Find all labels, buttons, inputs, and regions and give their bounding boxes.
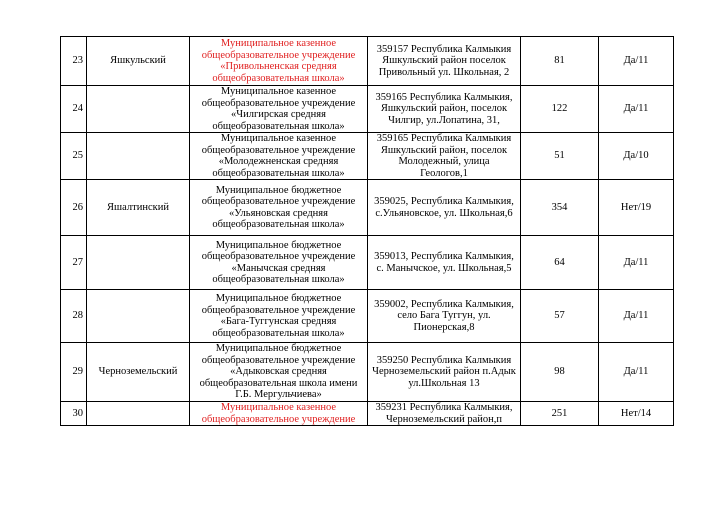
school-name-line: Муниципальное бюджетное — [215, 343, 342, 355]
school-name-line: Муниципальное казенное — [220, 133, 337, 144]
address-cell — [368, 343, 521, 402]
address-line: Молодежный, улица — [398, 156, 490, 167]
status-cell: Да/11 — [599, 86, 674, 133]
address-line: 359231 Республика Калмыкия, — [375, 402, 513, 413]
table-row — [61, 236, 674, 290]
school-name-cell — [190, 343, 368, 402]
school-name-line: общеобразовательная школа» — [212, 274, 345, 285]
address-cell — [368, 37, 521, 86]
row-number-cell: 30 — [61, 402, 87, 426]
status-cell: Нет/14 — [599, 402, 674, 426]
address-line: Геологов,1 — [420, 167, 468, 179]
school-name-line: общеобразовательная школа имени — [199, 377, 358, 389]
school-name-cell — [190, 402, 368, 426]
school-name-line: Муниципальное казенное — [220, 86, 337, 97]
school-name-line: «Молодежненская средняя — [218, 156, 339, 167]
address-line: село Бага Туггун, ул. — [397, 310, 491, 322]
school-name-cell — [190, 133, 368, 180]
student-count-cell: 354 — [521, 180, 599, 236]
school-name-line: «Адыковская средняя — [230, 366, 327, 378]
address-line: Черноземельский район,п — [385, 413, 502, 425]
address-line: 359025, Республика Калмыкия, — [374, 196, 514, 207]
status-cell: Нет/19 — [599, 180, 674, 236]
address-line: Пионерская,8 — [413, 321, 475, 333]
address-line: с. Манычское, ул. Школьная,5 — [376, 262, 512, 274]
row-number-cell: 27 — [61, 236, 87, 290]
address-cell — [368, 133, 521, 180]
address-line: Привольный ул. Школьная, 2 — [378, 66, 510, 78]
student-count-cell: 122 — [521, 86, 599, 133]
school-name-line: общеобразовательное учреждение — [201, 354, 356, 366]
school-name-cell — [190, 180, 368, 236]
school-name-cell — [190, 86, 368, 133]
student-count-cell: 57 — [521, 290, 599, 343]
address-line: 359013, Республика Калмыкия, — [374, 251, 514, 262]
address-line: ул.Школьная 13 — [408, 377, 480, 389]
address-line: Яшкульский район, поселок — [380, 144, 508, 156]
address-line: 359165 Республика Калмыкия — [376, 133, 512, 144]
school-name-line: общеобразовательное учреждение — [201, 304, 356, 316]
address-line: Яшкульский район, поселок — [380, 103, 508, 115]
district-cell: Яшалтинский — [87, 180, 190, 236]
school-name-line: Муниципальное бюджетное — [215, 239, 342, 251]
row-number-cell: 29 — [61, 343, 87, 402]
status-cell: Да/11 — [599, 343, 674, 402]
address-line: 359250 Республика Калмыкия — [376, 354, 512, 366]
student-count-cell: 64 — [521, 236, 599, 290]
student-count-cell: 251 — [521, 402, 599, 426]
school-name-line: «Ульяновская средняя — [229, 207, 328, 219]
school-name-line: общеобразовательное учреждение — [201, 196, 356, 207]
status-cell: Да/10 — [599, 133, 674, 180]
school-name-line: общеобразовательное учреждение — [201, 144, 356, 156]
status-cell: Да/11 — [599, 236, 674, 290]
student-count-cell: 98 — [521, 343, 599, 402]
table-row — [61, 290, 674, 343]
status-cell: Да/11 — [599, 37, 674, 86]
school-name-line: Муниципальное бюджетное — [215, 293, 342, 304]
address-line: Яшкульский район поселок — [382, 55, 506, 67]
address-cell — [368, 180, 521, 236]
district-cell: Черноземельский — [87, 343, 190, 402]
table-body — [61, 37, 674, 426]
address-line: с.Ульяновское, ул. Школьная,6 — [375, 207, 513, 219]
table-row — [61, 343, 674, 402]
school-name-line: общеобразовательная школа» — [212, 72, 345, 84]
schools-table — [60, 36, 674, 426]
school-name-line: Муниципальное казенное — [220, 402, 337, 413]
school-name-line: общеобразовательное учреждение — [201, 97, 356, 109]
school-name-line: общеобразовательное учреждение — [201, 49, 356, 61]
school-name-line: общеобразовательная школа» — [212, 167, 345, 179]
row-number-cell: 26 — [61, 180, 87, 236]
district-cell — [87, 290, 190, 343]
school-name-line: «Манычская средняя — [231, 262, 326, 274]
school-name-line: общеобразовательная школа» — [212, 219, 345, 230]
row-number-cell: 23 — [61, 37, 87, 86]
school-name-cell — [190, 236, 368, 290]
school-name-line: Г.Б. Мергульчиева» — [235, 389, 322, 401]
school-name-line: «Привольненская средняя — [220, 61, 337, 72]
school-name-line: общеобразовательная школа» — [212, 327, 345, 339]
table-row — [61, 180, 674, 236]
school-name-cell — [190, 37, 368, 86]
table-row — [61, 86, 674, 133]
school-name-line: «Бага-Туггунская средняя — [220, 316, 337, 327]
address-line: 359157 Республика Калмыкия — [376, 43, 512, 55]
district-cell — [87, 86, 190, 133]
district-cell — [87, 133, 190, 180]
address-line: 359002, Республика Калмыкия, — [374, 298, 514, 310]
row-number-cell: 24 — [61, 86, 87, 133]
district-cell: Яшкульский — [87, 37, 190, 86]
address-line: Чилгир, ул.Лопатина, 31, — [388, 114, 500, 126]
school-name-line: общеобразовательное учреждение — [201, 251, 356, 262]
district-cell — [87, 236, 190, 290]
table-row — [61, 402, 674, 426]
student-count-cell: 81 — [521, 37, 599, 86]
school-name-line: Муниципальное бюджетное — [215, 184, 342, 196]
address-cell — [368, 236, 521, 290]
school-name-line: «Чилгирская средняя — [231, 109, 326, 120]
address-cell — [368, 290, 521, 343]
district-cell — [87, 402, 190, 426]
row-number-cell: 25 — [61, 133, 87, 180]
student-count-cell: 51 — [521, 133, 599, 180]
table-row — [61, 133, 674, 180]
school-name-line: общеобразовательная школа» — [212, 120, 345, 132]
school-name-cell — [190, 290, 368, 343]
status-cell: Да/11 — [599, 290, 674, 343]
address-line: 359165 Республика Калмыкия, — [375, 91, 513, 103]
school-name-line: Муниципальное казенное — [220, 38, 337, 49]
address-cell — [368, 86, 521, 133]
row-number-cell: 28 — [61, 290, 87, 343]
school-name-line: общеобразовательное учреждение — [201, 413, 356, 425]
address-cell — [368, 402, 521, 426]
table-row — [61, 37, 674, 86]
address-line: Черноземельский район п.Адык — [372, 366, 516, 378]
